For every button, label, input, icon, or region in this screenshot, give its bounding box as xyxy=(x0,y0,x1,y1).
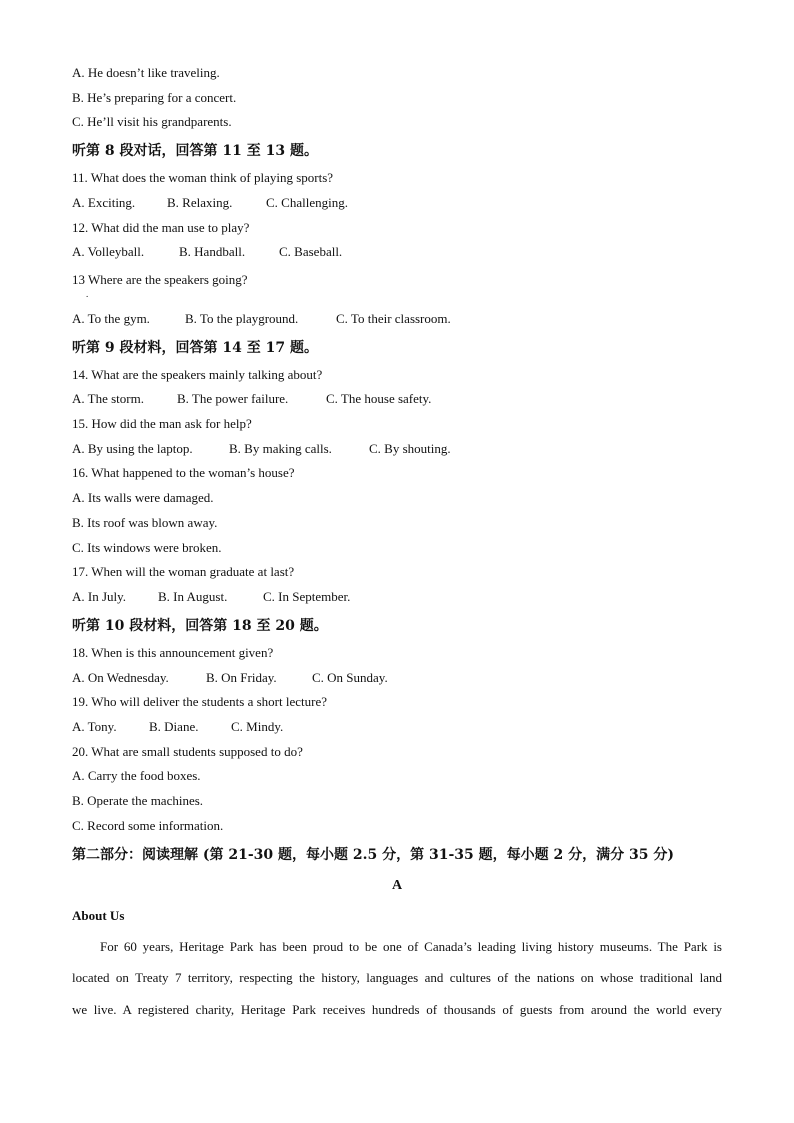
q14-options xyxy=(72,391,431,407)
q19-options xyxy=(72,719,283,735)
q15-option-a: A. By using the laptop. xyxy=(72,441,193,456)
q18-option-c: C. On Sunday. xyxy=(312,670,388,685)
q19-option-c: C. Mindy. xyxy=(231,719,284,734)
section9-heading: 听第 9 段材料，回答第 14 至 17 题。 xyxy=(72,340,318,356)
q15-option-c: C. By shouting. xyxy=(369,441,451,456)
q15-question: 15. How did the man ask for help? xyxy=(72,416,252,431)
q14-option-b: B. The power failure. xyxy=(177,391,289,406)
q18-option-a: A. On Wednesday. xyxy=(72,670,169,685)
q15-options xyxy=(72,441,451,457)
q17-question: 17. When will the woman graduate at last? xyxy=(72,564,295,579)
q16-question: 16. What happened to the woman’s house? xyxy=(72,465,295,480)
q12-option-b: B. Handball. xyxy=(179,244,246,259)
q11-option-b: B. Relaxing. xyxy=(167,195,233,210)
q16-option-b: B. Its roof was blown away. xyxy=(72,515,218,530)
q11-options xyxy=(72,195,348,211)
q10-option-a: A. He doesn’t like traveling. xyxy=(72,65,220,80)
passage-title: About Us xyxy=(72,908,125,923)
q18-options xyxy=(72,670,388,686)
q20-option-c: C. Record some information. xyxy=(72,818,224,833)
q13-option-a: A. To the gym. xyxy=(72,311,150,326)
q19-question: 19. Who will deliver the students a short lecture? xyxy=(72,694,327,709)
q15-option-b: B. By making calls. xyxy=(229,441,332,456)
q17-option-a: A. In July. xyxy=(72,589,127,604)
q13-options xyxy=(72,311,451,327)
q17-options xyxy=(72,589,350,605)
q14-question: 14. What are the speakers mainly talking about? xyxy=(72,367,323,382)
q14-option-a: A. The storm. xyxy=(72,391,144,406)
q20-option-b: B. Operate the machines. xyxy=(72,793,204,808)
q11-option-a: A. Exciting. xyxy=(72,195,136,210)
q10-option-c: C. He’ll visit his grandparents. xyxy=(72,114,232,129)
q12-options xyxy=(72,244,342,260)
section10-heading: 听第 10 段材料，回答第 18 至 20 题。 xyxy=(72,618,328,634)
q13-option-b: B. To the playground. xyxy=(185,311,299,326)
passage-letter: A xyxy=(391,878,403,893)
q18-question: 18. When is this announcement given? xyxy=(72,645,274,660)
part2-heading: 第二部分：阅读理解 (第 21-30 题，每小题 2.5 分，第 31-35 题，每小题 2 分，满分 35 分) xyxy=(72,847,674,863)
q17-option-b: B. In August. xyxy=(158,589,228,604)
passage-line-2: located on Treaty 7 territory, respecting the history, languages and cultures of the nations on whose traditional land xyxy=(72,970,722,985)
q13-question: 13 Where are the speakers going? xyxy=(72,272,248,287)
q12-option-c: C. Baseball. xyxy=(279,244,343,259)
q13-dot-mark: . xyxy=(86,289,89,299)
section8-heading: 听第 8 段对话，回答第 11 至 13 题。 xyxy=(72,143,318,159)
q20-option-a: A. Carry the food boxes. xyxy=(72,768,201,783)
q19-option-b: B. Diane. xyxy=(149,719,199,734)
passage-line-3: we live. A registered charity, Heritage Park receives hundreds of thousands of guests from around the world every xyxy=(72,1002,722,1017)
q20-question: 20. What are small students supposed to do? xyxy=(72,744,303,759)
q14-option-c: C. The house safety. xyxy=(326,391,432,406)
q17-option-c: C. In September. xyxy=(263,589,351,604)
q11-question: 11. What does the woman think of playing sports? xyxy=(72,170,334,185)
q10-option-b: B. He’s preparing for a concert. xyxy=(72,90,237,105)
q18-option-b: B. On Friday. xyxy=(206,670,277,685)
q16-option-c: C. Its windows were broken. xyxy=(72,540,222,555)
q19-option-a: A. Tony. xyxy=(72,719,117,734)
q12-question: 12. What did the man use to play? xyxy=(72,220,250,235)
q12-option-a: A. Volleyball. xyxy=(72,244,145,259)
q11-option-c: C. Challenging. xyxy=(266,195,348,210)
q16-option-a: A. Its walls were damaged. xyxy=(72,490,214,505)
passage-line-1: For 60 years, Heritage Park has been proud to be one of Canada’s leading living history museums. The Park is xyxy=(100,939,722,954)
q13-option-c: C. To their classroom. xyxy=(336,311,451,326)
